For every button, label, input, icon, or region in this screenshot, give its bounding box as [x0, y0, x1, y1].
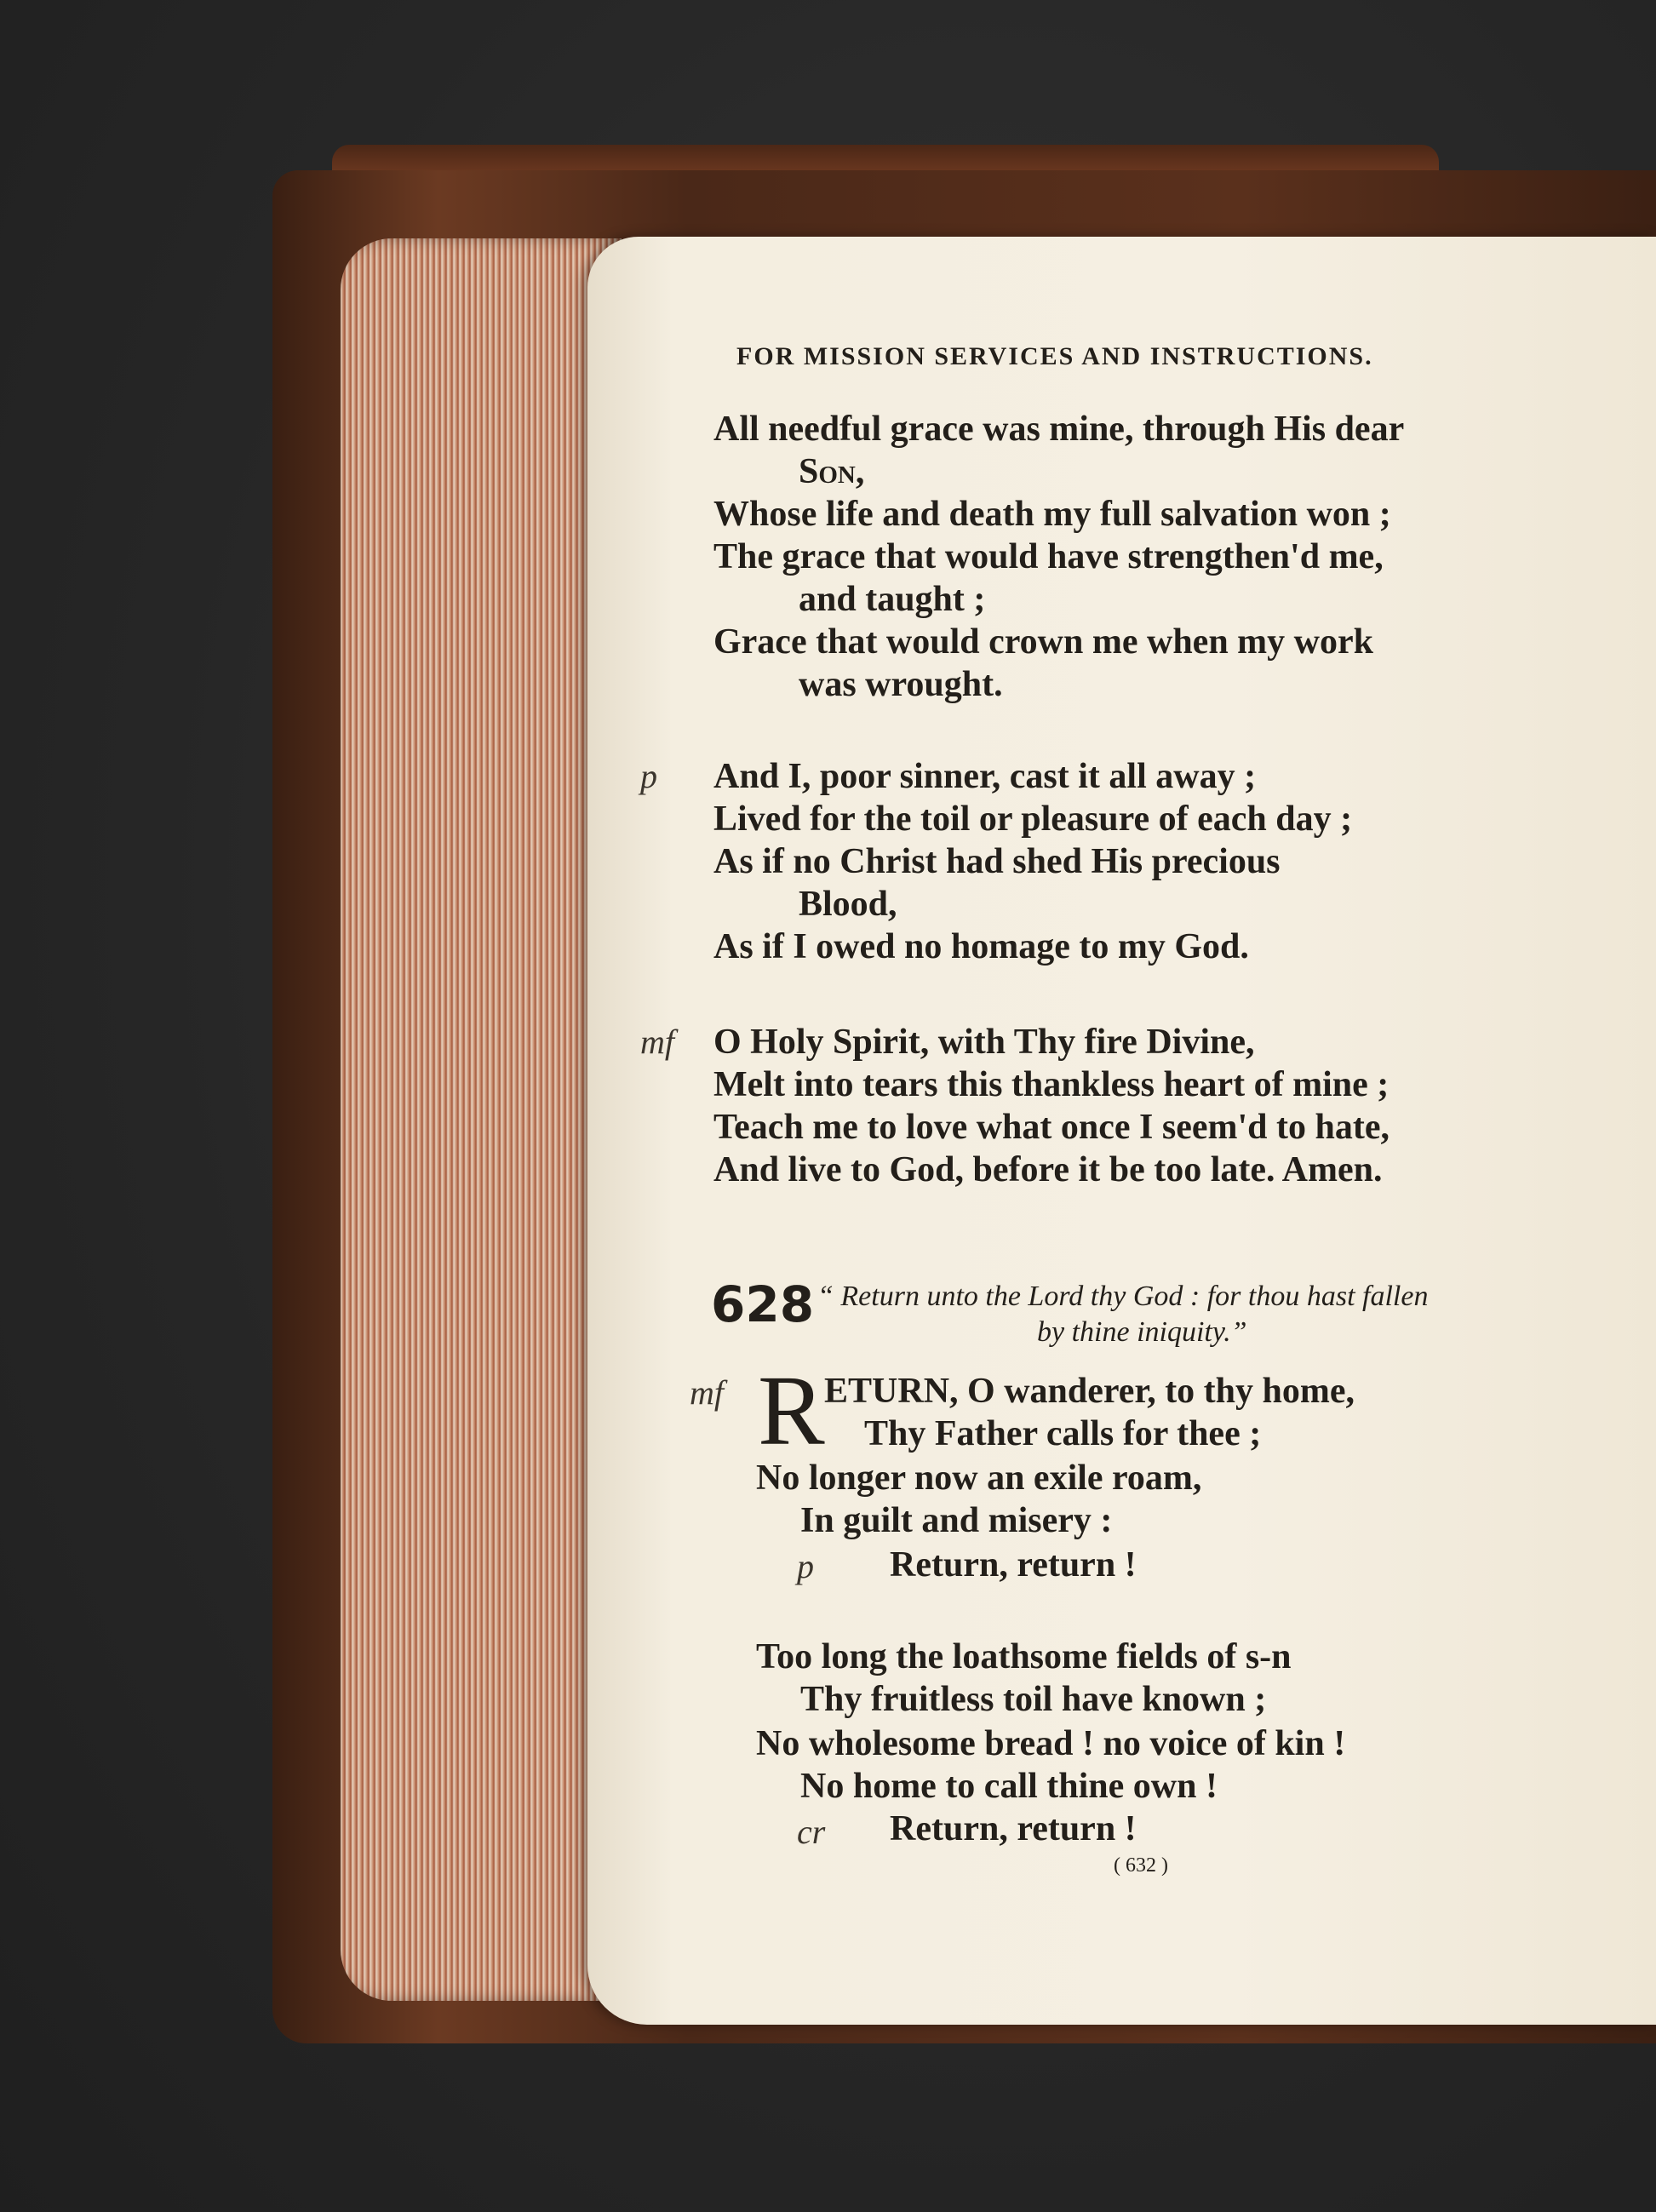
page-number: ( 632 ) [1114, 1854, 1168, 1877]
hymn-number: 628 [711, 1275, 815, 1333]
page-fore-edge [341, 238, 622, 2001]
verse-line: As if no Christ had shed His precious [713, 842, 1281, 881]
verse-line: Teach me to love what once I seem'd to hate, [713, 1108, 1390, 1147]
dynamic-marking: mf [690, 1373, 724, 1412]
verse-line: Lived for the toil or pleasure of each day ; [713, 799, 1353, 839]
dynamic-marking: mf [640, 1023, 674, 1061]
verse-line: O Holy Spirit, with Thy fire Divine, [713, 1023, 1255, 1062]
verse-line: was wrought. [799, 665, 1003, 704]
verse-line: No home to call thine own ! [800, 1767, 1218, 1806]
hymn-epigraph: “ Return unto the Lord thy God : for thou hast fallen [817, 1281, 1429, 1312]
verse-line: And live to God, before it be too late. Amen. [713, 1150, 1383, 1189]
hymn-epigraph: by thine iniquity.” [1037, 1316, 1247, 1348]
verse-line: No wholesome bread ! no voice of kin ! [756, 1724, 1346, 1763]
verse-line: ETURN, O wanderer, to thy home, [824, 1372, 1355, 1411]
verse-line: As if I owed no homage to my God. [713, 927, 1249, 966]
verse-line: Thy fruitless toil have known ; [800, 1680, 1267, 1719]
verse-line: Blood, [799, 885, 897, 924]
verse-line: Whose life and death my full salvation won ; [713, 495, 1391, 534]
verse-line: All needful grace was mine, through His dear [713, 410, 1405, 449]
verse-line: and taught ; [799, 580, 986, 619]
refrain-line: Return, return ! [890, 1545, 1137, 1585]
verse-line: Thy Father calls for thee ; [864, 1414, 1262, 1453]
verse-line: The grace that would have strengthen'd me, [713, 537, 1384, 576]
dynamic-marking: p [640, 757, 657, 795]
verse-line: Too long the loathsome fields of s-n [756, 1637, 1292, 1676]
verse-line: In guilt and misery : [800, 1501, 1113, 1540]
verse-line: Son, [799, 452, 865, 491]
dynamic-marking: p [797, 1547, 814, 1585]
drop-cap: R [758, 1355, 825, 1466]
dynamic-marking: cr [797, 1813, 826, 1851]
running-head: FOR MISSION SERVICES AND INSTRUCTIONS. [736, 342, 1373, 370]
verse-line: And I, poor sinner, cast it all away ; [713, 757, 1257, 796]
refrain-line: Return, return ! [890, 1809, 1137, 1848]
verse-line: Grace that would crown me when my work [713, 622, 1373, 662]
verse-line: Melt into tears this thankless heart of mine ; [713, 1065, 1390, 1104]
verse-line: No longer now an exile roam, [756, 1458, 1202, 1498]
